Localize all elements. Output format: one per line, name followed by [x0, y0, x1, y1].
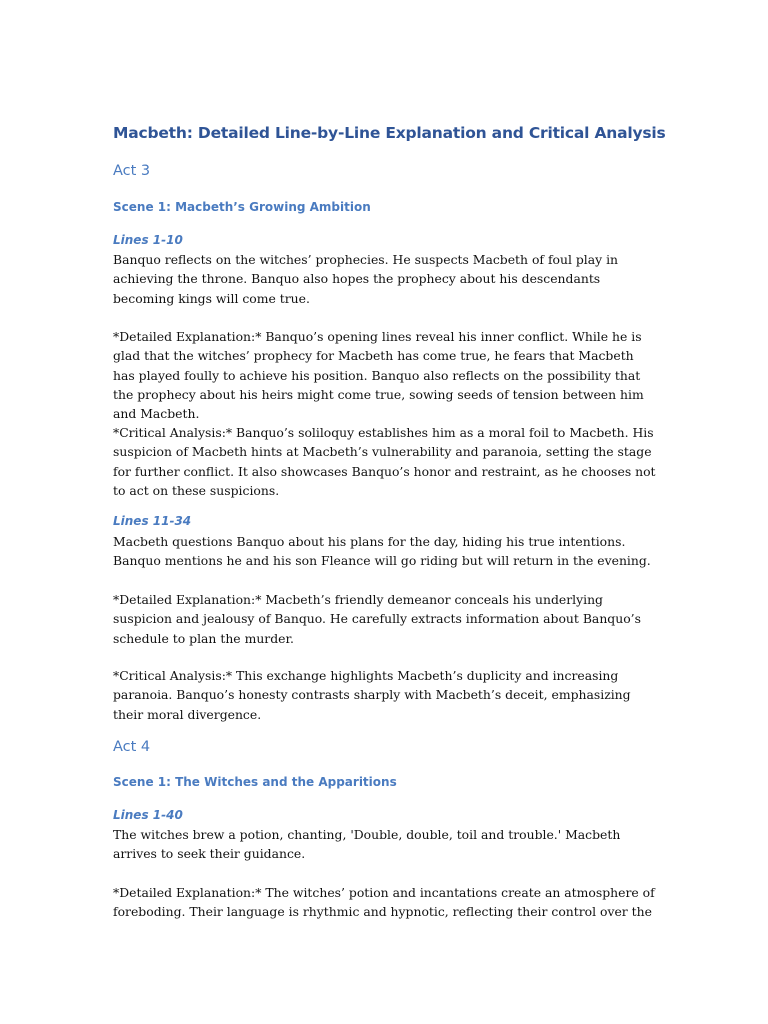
summary-paragraph: Macbeth questions Banquo about his plans for the day, hiding his true intentions. Banquo mentions he and his son Fleance will go riding but will return in the evening.: [113, 534, 651, 569]
analysis-paragraph: *Critical Analysis:* This exchange highlights Macbeth’s duplicity and increasing paranoia. Banquo’s honesty contrasts sharply with Macbeth’s deceit, emphasizing their moral divergence.: [113, 668, 631, 722]
act-4-scene-1-heading: Scene 1: The Witches and the Apparitions: [113, 775, 397, 789]
lines-heading: Lines 1-10: [113, 233, 183, 247]
act-3-scene-1-heading: Scene 1: Macbeth’s Growing Ambition: [113, 200, 371, 214]
explanation-paragraph: *Detailed Explanation:* The witches’ potion and incantations create an atmosphere of foreboding. Their language is rhythmic and hypnotic, reflecting their control over the: [113, 885, 655, 920]
explanation-paragraph: *Detailed Explanation:* Macbeth’s friendly demeanor conceals his underlying suspicion and jealousy of Banquo. He carefully extracts information about Banquo’s schedule to plan the murder.: [113, 592, 641, 646]
summary-paragraph: Banquo reflects on the witches’ prophecies. He suspects Macbeth of foul play in achieving the throne. Banquo also hopes the prophecy about his descendants becoming kings will come true.: [113, 252, 619, 306]
explanation-paragraph: *Detailed Explanation:* Banquo’s opening lines reveal his inner conflict. While he is glad that the witches’ prophecy for Macbeth has come true, he fears that Macbeth has played foully to achieve his position. Banquo also reflects on the possibility that the prophecy about his heirs might come true, sowing seeds of tension between him and Macbeth.: [113, 329, 644, 422]
summary-paragraph: The witches brew a potion, chanting, 'Double, double, toil and trouble.' Macbeth arrives to seek their guidance.: [113, 827, 621, 862]
act-4-heading: Act 4: [113, 739, 151, 755]
document-title: Macbeth: Detailed Line-by-Line Explanation and Critical Analysis: [113, 124, 666, 142]
lines-heading: Lines 11-34: [113, 514, 192, 528]
lines-heading: Lines 1-40: [113, 808, 183, 822]
act-3-heading: Act 3: [113, 163, 151, 179]
analysis-paragraph: *Critical Analysis:* Banquo’s soliloquy establishes him as a moral foil to Macbeth. His suspicion of Macbeth hints at Macbeth’s vulnerability and paranoia, setting the stage for further conflict. It also showcases Banquo’s honor and restraint, as he chooses not to act on these suspicions.: [113, 425, 656, 498]
